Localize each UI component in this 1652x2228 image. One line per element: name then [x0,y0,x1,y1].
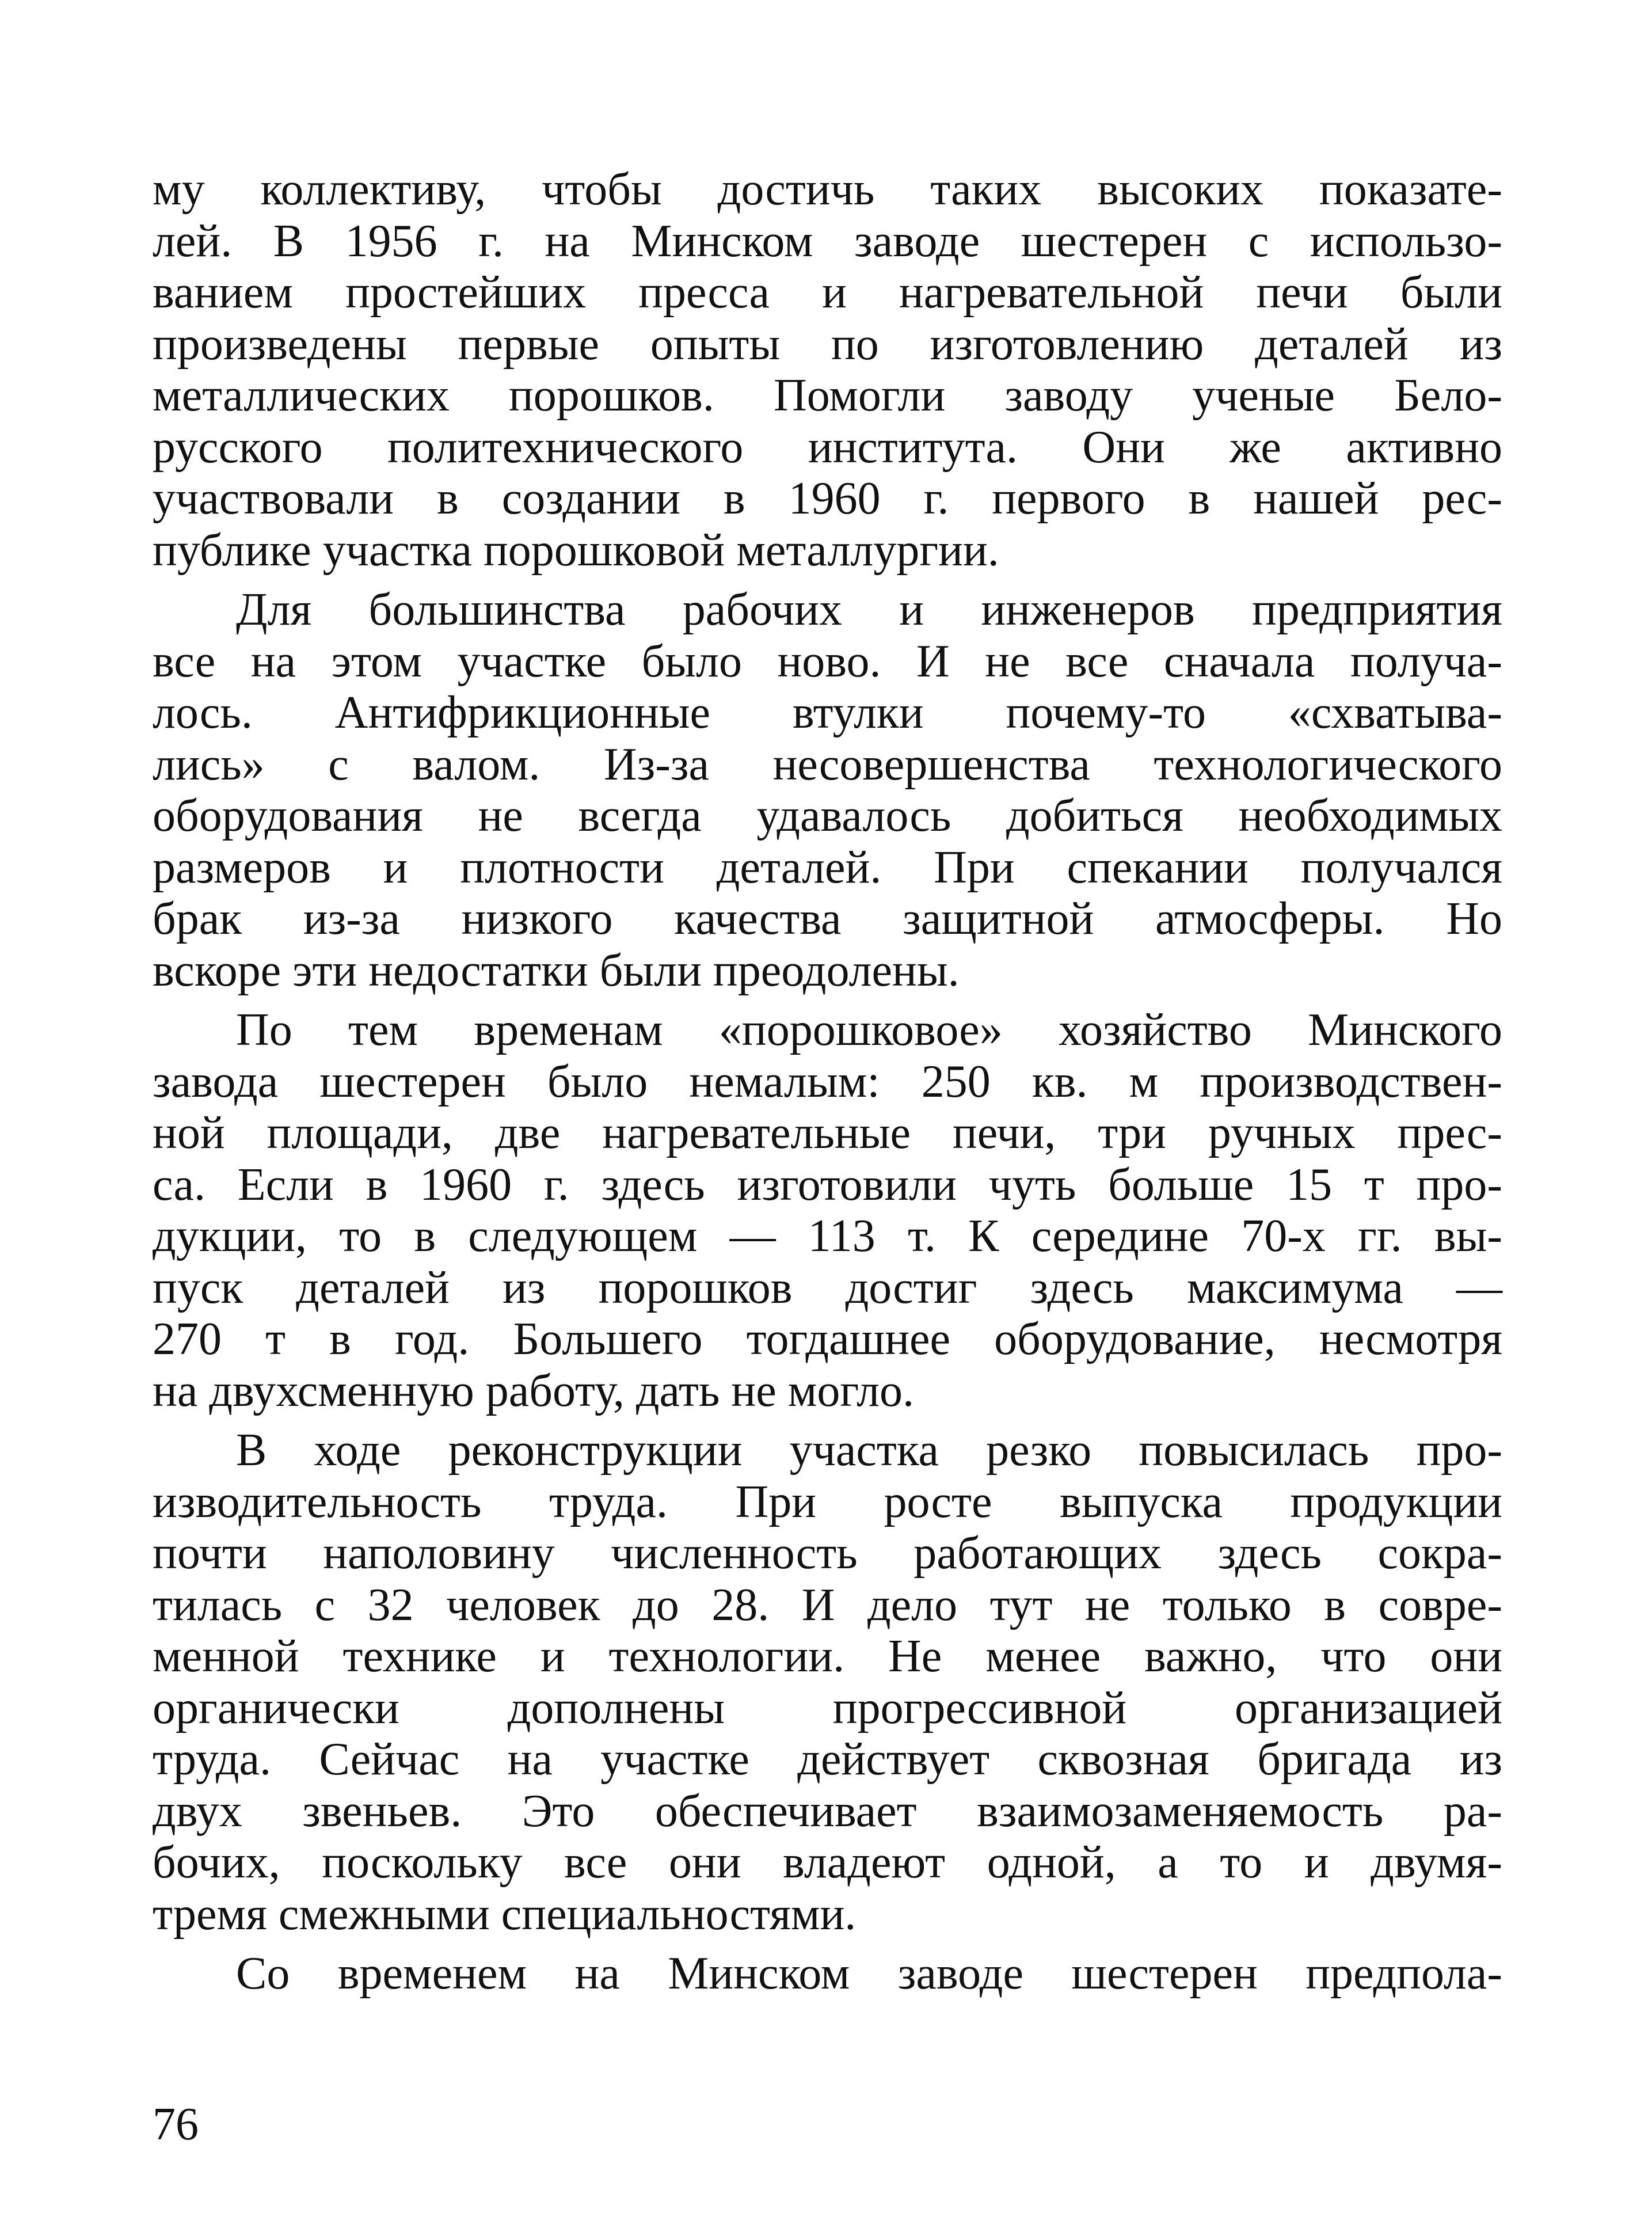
text-line: са. Если в 1960 г. здесь изготовили чуть больше 15 т про- [153,1159,1502,1210]
text-line: труда. Сейчас на участке действует сквозная бригада из [153,1734,1502,1785]
text-line: произведены первые опыты по изготовлению деталей из [153,318,1502,370]
text-line: все на этом участке было ново. И не все сначала получа- [153,636,1502,687]
text-line: бочих, поскольку все они владеют одной, а то и двумя- [153,1837,1502,1888]
text-line: Со временем на Минском заводе шестерен предпола- [236,1948,1502,1999]
text-line: лись» с валом. Из-за несовершенства технологического [153,739,1502,790]
paragraph-5 [153,1948,1502,2000]
text-line: вскоре эти недостатки были преодолены. [153,945,960,996]
text-line: участвовали в создании в 1960 г. первого в нашей рес- [153,473,1502,524]
text-line: двух звеньев. Это обеспечивает взаимозаменяемость ра- [153,1785,1502,1837]
text-line: дукции, то в следующем — 113 т. К середине 70-х гг. вы- [153,1211,1502,1261]
text-line: 270 т в год. Большего тогдашнее оборудование, несмотря [153,1314,1502,1364]
text-line: на двухсменную работу, дать не могло. [153,1365,915,1416]
text-line: ной площади, две нагревательные печи, три ручных прес- [153,1108,1502,1158]
text-line: почти наполовину численность работающих здесь сокра- [153,1528,1502,1579]
paragraph-3 [153,1005,1502,1417]
text-line: тилась с 32 человек до 28. И дело тут не только в совре- [153,1579,1502,1630]
paragraph-2 [153,584,1502,997]
text-line: металлических порошков. Помогли заводу ученые Бело- [153,370,1502,421]
paragraph-1 [153,164,1502,576]
text-line: публике участка порошковой металлургии. [153,524,999,576]
text-line: оборудования не всегда удавалось добиться необходимых [153,790,1502,841]
text-line: размеров и плотности деталей. При спекании получался [153,842,1502,893]
text-line: пуск деталей из порошков достиг здесь максимума — [153,1262,1502,1313]
body-text [153,164,1502,2008]
text-line: лей. В 1956 г. на Минском заводе шестерен с использо- [153,215,1502,267]
paragraph-4 [153,1425,1502,1940]
text-line: му коллективу, чтобы достичь таких высоких показате- [153,164,1502,215]
text-line: Для большинства рабочих и инженеров предприятия [236,584,1502,635]
text-line: ванием простейших пресса и нагревательной печи были [153,267,1502,318]
page-number: 76 [153,2099,199,2150]
text-line: брак из-за низкого качества защитной атмосферы. Но [153,894,1502,944]
text-line: завода шестерен было немалым: 250 кв. м производствен- [153,1056,1502,1107]
text-line: По тем временам «порошковое» хозяйство Минского [236,1005,1502,1055]
text-line: русского политехнического института. Они же активно [153,421,1502,473]
text-line: В ходе реконструкции участка резко повысилась про- [236,1425,1502,1476]
text-line: менной технике и технологии. Не менее важно, что они [153,1631,1502,1682]
text-line: изводительность труда. При росте выпуска продукции [153,1476,1502,1527]
text-line: органически дополнены прогрессивной организацией [153,1682,1502,1733]
text-line: лось. Антифрикционные втулки почему-то «схватыва- [153,687,1502,738]
text-line: тремя смежными специальностями. [153,1888,857,1940]
